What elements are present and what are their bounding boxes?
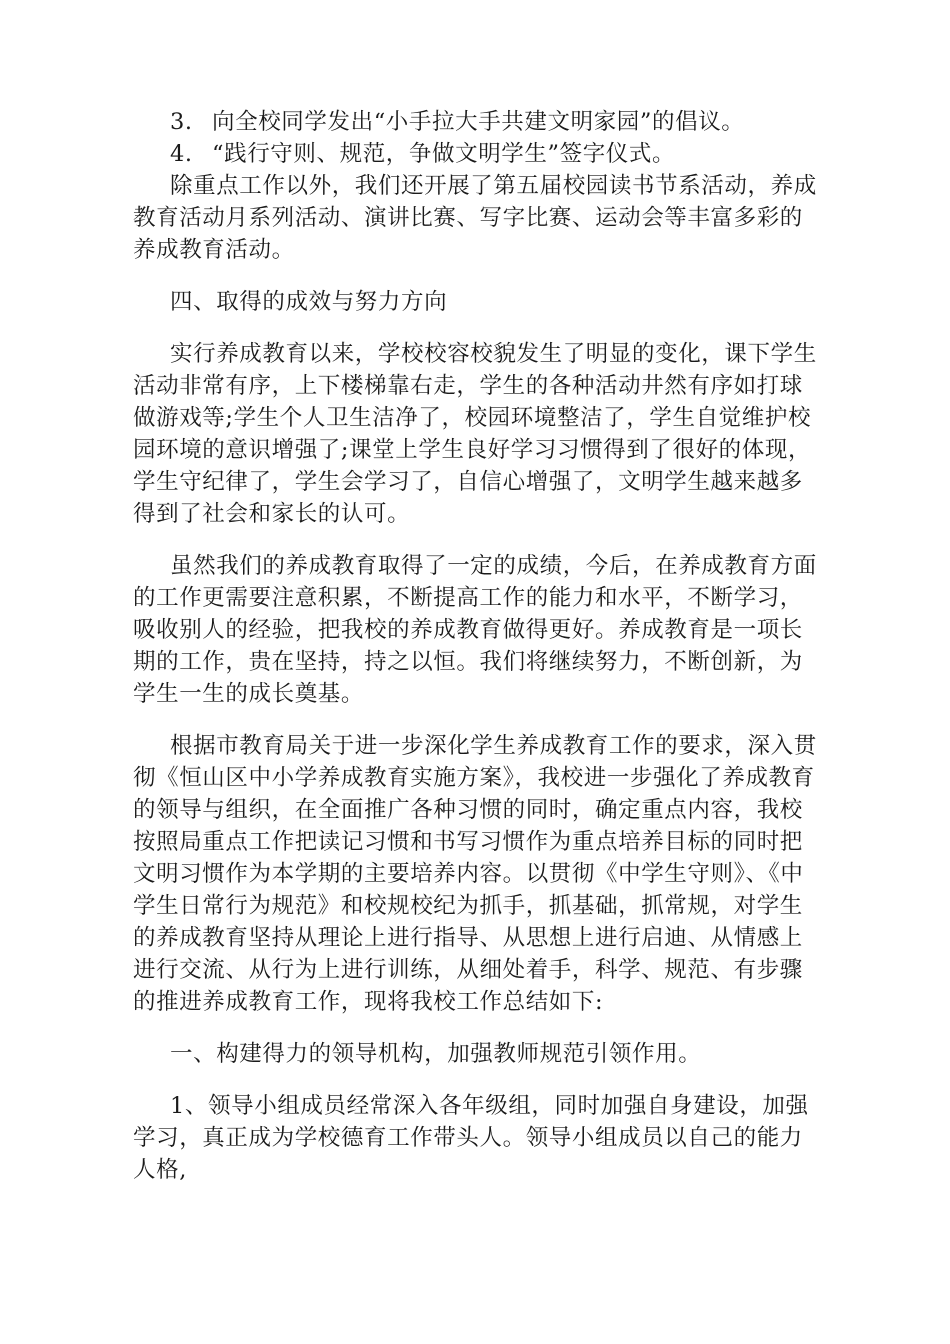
list-item [133, 138, 823, 170]
paragraph-results: 实行养成教育以来，学校校容校貌发生了明显的变化，课下学生活动非常有序，上下楼梯靠右走，学生的各种活动井然有序如打球做游戏等;学生个人卫生洁净了，校园环境整洁了，学生自觉维护校园环境的意识增强了;课堂上学生良好学习习惯得到了很好的体现，学生守纪律了，学生会学习了，自信心增强了，文明学生越来越多得到了社会和家长的认可。 [133, 341, 817, 527]
paragraph-leadership: 1、领导小组成员经常深入各年级组，同时加强自身建设，加强学习，真正成为学校德育工作带头人。领导小组成员以自己的能力人格, [133, 1093, 809, 1183]
list-item-text: 向全校同学发出“小手拉大手共建文明家园”的倡议。 [212, 109, 745, 135]
paragraph-activities: 除重点工作以外，我们还开展了第五届校园读书节系活动，养成教育活动月系列活动、演讲比赛、写字比赛、运动会等丰富多彩的养成教育活动。 [133, 173, 817, 263]
section-heading-leadership: 一、构建得力的领导机构，加强教师规范引领作用。 [170, 1041, 702, 1067]
paragraph-future: 虽然我们的养成教育取得了一定的成绩，今后，在养成教育方面的工作更需要注意积累，不断提高工作的能力和水平，不断学习，吸收别人的经验，把我校的养成教育做得更好。养成教育是一项长期的工作，贵在坚持，持之以恒。我们将继续努力，不断创新，为学生一生的成长奠基。 [133, 553, 817, 707]
list-item-number: 3. [170, 109, 193, 135]
list-item-text: “践行守则、规范，争做文明学生”签字仪式。 [212, 141, 676, 167]
list-item-number: 4. [170, 141, 193, 167]
paragraph-intro: 根据市教育局关于进一步深化学生养成教育工作的要求，深入贯彻《恒山区中小学养成教育实施方案》，我校进一步强化了养成教育的领导与组织，在全面推广各种习惯的同时，确定重点内容，我校按照局重点工作把读记习惯和书写习惯作为重点培养目标的同时把文明习惯作为本学期的主要培养内容。以贯彻《中学生守则》、《中学生日常行为规范》和校规校纪为抓手，抓基础，抓常规，对学生的养成教育坚持从理论上进行指导、从思想上进行启迪、从情感上进行交流、从行为上进行训练，从细处着手，科学、规范、有步骤的推进养成教育工作，现将我校工作总结如下: [133, 733, 817, 1015]
document-body [133, 106, 823, 1186]
list-item [133, 106, 823, 138]
section-heading-results: 四、取得的成效与努力方向 [170, 289, 448, 315]
